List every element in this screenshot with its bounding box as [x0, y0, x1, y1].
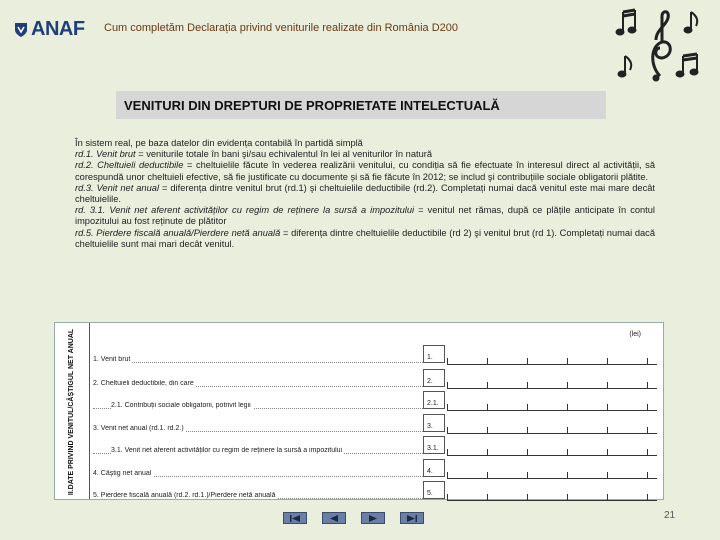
paragraph-text: = veniturile totale în bani şi/sau echivalentul în lei al veniturilor în natură — [135, 149, 433, 160]
paragraph-text: = cheltuielile făcute în vederea realizării venitului, cu condiția să fie efectuate în interesul direct al activității, să corespundă unor cheltuieli efective, să fie justificate cu documente și să fie făcute în 2012; se includ şi contribuțiile sociale obligatorii plătite. — [75, 160, 655, 182]
digit-separator — [647, 494, 648, 500]
paragraph-lead: rd.3. Venit net anual — [75, 182, 160, 193]
digit-separator — [607, 358, 608, 364]
last-slide-icon — [406, 514, 418, 523]
paragraph-lead: rd.5. Pierdere fiscală anuală/Pierdere netă anuală — [75, 227, 281, 238]
form-row-number: 2. — [427, 378, 433, 385]
digit-separator — [647, 472, 648, 478]
form-row — [93, 391, 655, 411]
form-row-label: 2. Cheltuieli deductibile, din care — [93, 380, 194, 387]
shield-icon — [14, 22, 28, 38]
form-side-bar — [55, 323, 90, 499]
form-row — [93, 369, 655, 389]
form-row-number: 1. — [427, 354, 433, 361]
digit-separator — [527, 427, 528, 433]
digit-separator — [647, 404, 648, 410]
form-row-label: 5. Pierdere fiscală anuală (rd.2. rd.1.)/Pierdere netă anuală — [93, 492, 276, 499]
digit-separator — [647, 427, 648, 433]
header-title: Cum completăm Declarația privind veniturile realizate din România D200 — [104, 22, 458, 34]
digit-separator — [567, 358, 568, 364]
digit-separator — [487, 449, 488, 455]
paragraph — [75, 228, 655, 250]
dotted-leader — [93, 362, 423, 363]
amount-field[interactable] — [447, 445, 657, 456]
form-row — [93, 481, 655, 501]
digit-separator — [607, 427, 608, 433]
anaf-logo — [14, 18, 85, 41]
digit-separator — [447, 494, 448, 500]
digit-separator — [647, 382, 648, 388]
form-row — [93, 345, 655, 365]
page-number: 21 — [664, 510, 676, 521]
paragraph-lead: rd.1. Venit brut — [75, 149, 136, 160]
form-row-number: 3.1. — [427, 445, 439, 452]
previous-slide-icon — [328, 514, 340, 523]
digit-separator — [567, 427, 568, 433]
digit-separator — [607, 449, 608, 455]
digit-separator — [527, 472, 528, 478]
digit-separator — [487, 358, 488, 364]
d200-form-excerpt — [54, 322, 664, 500]
digit-separator — [607, 382, 608, 388]
digit-separator — [527, 404, 528, 410]
paragraph — [75, 183, 655, 205]
form-row-label: 1. Venit brut — [93, 356, 131, 363]
form-row-number: 3. — [427, 423, 433, 430]
digit-separator — [447, 404, 448, 410]
section-title: VENITURI DIN DREPTURI DE PROPRIETATE INTELECTUALĂ — [116, 91, 606, 119]
digit-separator — [447, 382, 448, 388]
form-row — [93, 436, 655, 456]
paragraph — [75, 149, 655, 160]
digit-separator — [447, 472, 448, 478]
digit-separator — [607, 404, 608, 410]
paragraph-lead: rd.2. Cheltuieli deductibile — [75, 160, 184, 171]
paragraph-text: = venitul net rămas, după ce plățile anticipate în contul impozitului au fost reținute de plătitor — [75, 205, 655, 227]
digit-separator — [647, 449, 648, 455]
amount-field[interactable] — [447, 354, 657, 365]
form-row-number: 2.1. — [427, 400, 439, 407]
next-slide-button[interactable] — [361, 512, 385, 524]
digit-separator — [487, 494, 488, 500]
amount-field[interactable] — [447, 378, 657, 389]
digit-separator — [527, 494, 528, 500]
digit-separator — [607, 494, 608, 500]
form-row-number: 4. — [427, 468, 433, 475]
form-row — [93, 459, 655, 479]
form-row-number: 5. — [427, 490, 433, 497]
digit-separator — [487, 472, 488, 478]
logo-text: ANAF — [31, 18, 85, 40]
digit-separator — [447, 449, 448, 455]
previous-slide-button[interactable] — [322, 512, 346, 524]
digit-separator — [527, 358, 528, 364]
paragraph — [75, 138, 655, 149]
first-slide-button[interactable] — [283, 512, 307, 524]
paragraph — [75, 205, 655, 227]
explanation-text — [75, 138, 655, 250]
music-notes-icon — [610, 6, 710, 86]
digit-separator — [527, 382, 528, 388]
amount-field[interactable] — [447, 490, 657, 501]
digit-separator — [567, 382, 568, 388]
amount-field[interactable] — [447, 468, 657, 479]
amount-field[interactable] — [447, 423, 657, 434]
form-side-label: II.DATE PRIVIND VENITUL/CÂȘTIGUL NET ANUAL — [68, 328, 75, 496]
digit-separator — [607, 472, 608, 478]
digit-separator — [447, 358, 448, 364]
digit-separator — [487, 382, 488, 388]
amount-field[interactable] — [447, 400, 657, 411]
form-row-label: 4. Câştig net anual — [93, 470, 152, 477]
paragraph-text: = diferența dintre venitul brut (rd.1) şi cheltuielile deductibile (rd.2). Completați numai dacă venitul este mai mare decât cheltuielile. — [75, 182, 655, 205]
digit-separator — [487, 404, 488, 410]
paragraph-text: = diferența dintre cheltuielile deductibile (rd 2) şi venitul brut (rd 1). Completați numai dacă cheltuielile sunt mai mari decât venitul. — [75, 227, 655, 249]
digit-separator — [487, 427, 488, 433]
form-row-label: 3.1. Venit net aferent activităților cu regim de reținere la sursă a impozitului — [111, 447, 343, 454]
digit-separator — [647, 358, 648, 364]
first-slide-icon — [289, 514, 301, 523]
form-row-label: 2.1. Contribuții sociale obligatorii, potrivit legii — [111, 402, 251, 409]
paragraph-lead: rd. 3.1. Venit net aferent activităților cu regim de reținere la sursă a impozitului — [75, 205, 415, 216]
digit-separator — [567, 449, 568, 455]
next-slide-icon — [367, 514, 379, 523]
digit-separator — [527, 449, 528, 455]
form-row — [93, 414, 655, 434]
paragraph — [75, 160, 655, 182]
form-row-label: 3. Venit net anual (rd.1. rd.2.) — [93, 425, 184, 432]
unit-label: (lei) — [629, 331, 641, 338]
digit-separator — [567, 404, 568, 410]
last-slide-button[interactable] — [400, 512, 424, 524]
digit-separator — [567, 472, 568, 478]
digit-separator — [567, 494, 568, 500]
paragraph-text: În sistem real, pe baza datelor din evidența contabilă în partidă simplă — [75, 138, 363, 148]
digit-separator — [447, 427, 448, 433]
